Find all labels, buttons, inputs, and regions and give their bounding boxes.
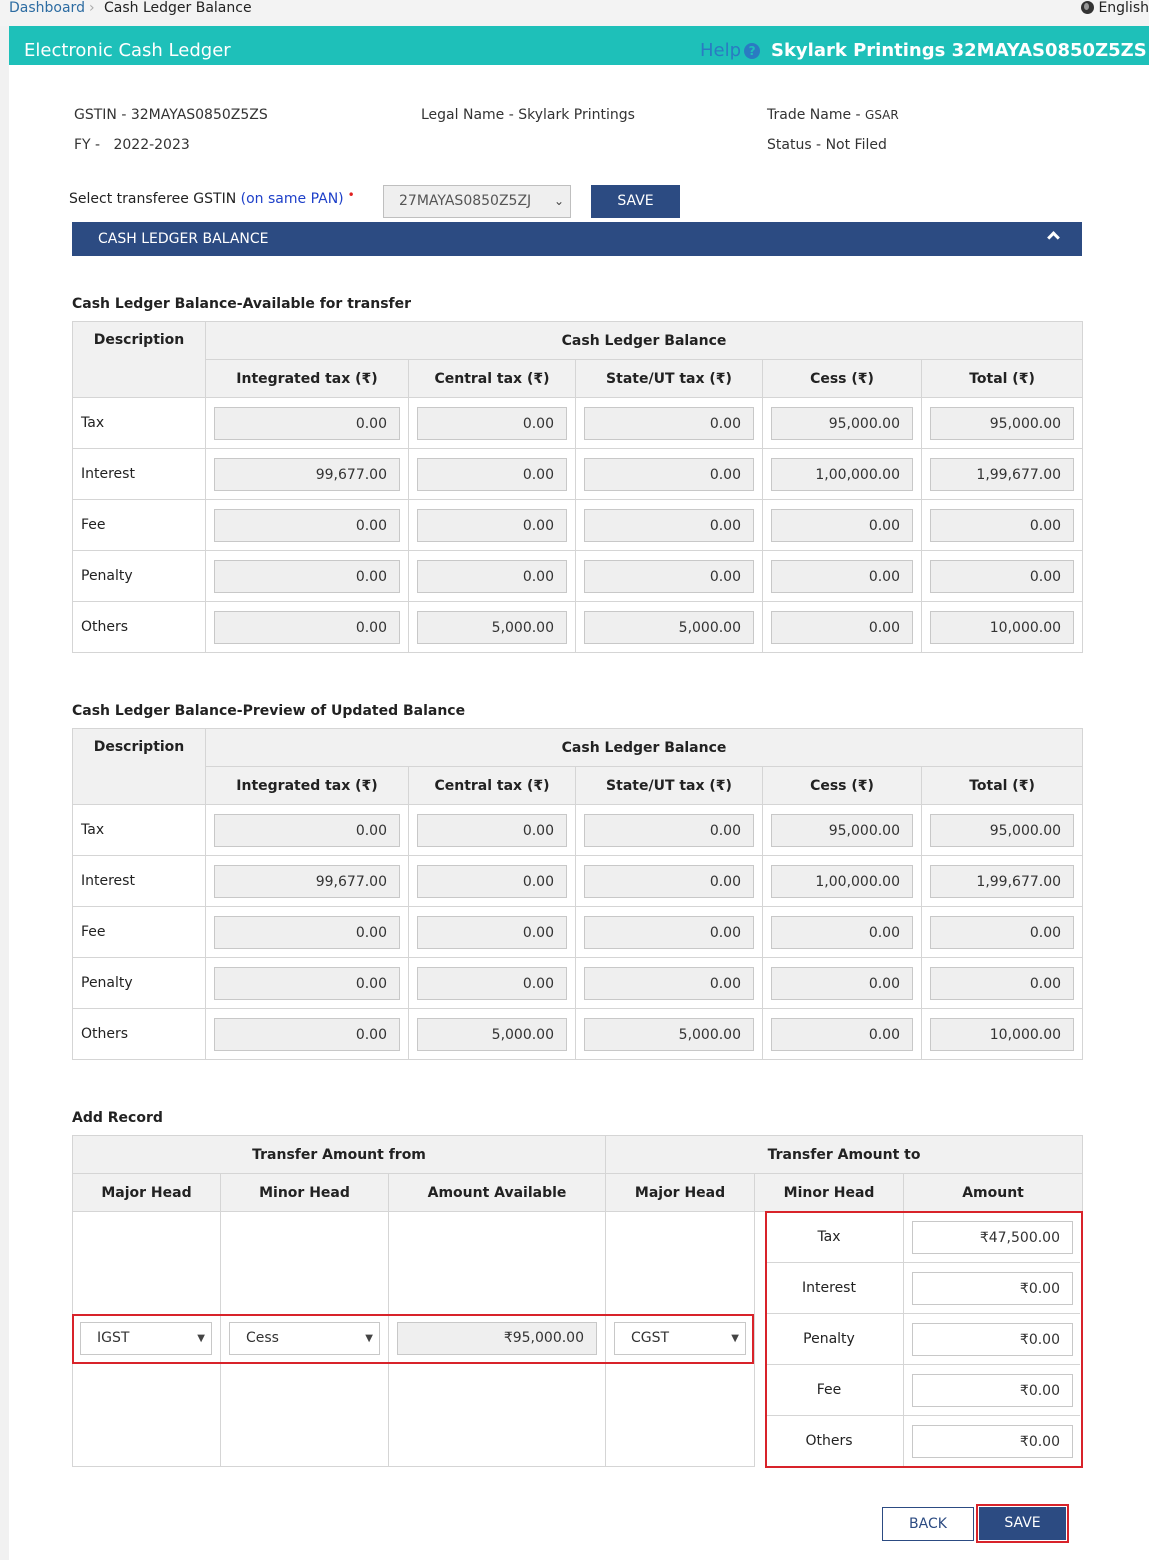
chevron-down-icon: ⌄ (553, 194, 564, 208)
company-name: Skylark Printings 32MAYAS0850Z5ZS (771, 40, 1147, 61)
to-amount-input[interactable]: ₹0.00 (912, 1323, 1073, 1356)
breadcrumb-dashboard[interactable]: Dashboard (9, 0, 85, 16)
fy-value: 2022-2023 (113, 137, 190, 153)
igst-value: 0.00 (214, 1018, 400, 1051)
fy-info (74, 137, 190, 154)
table-row (73, 500, 1083, 551)
total-value: 0.00 (930, 509, 1074, 542)
igst-value: 0.00 (214, 560, 400, 593)
cess-value: 95,000.00 (771, 407, 913, 440)
column-header: Integrated tax (₹) (206, 360, 409, 398)
column-header: Cess (₹) (763, 767, 922, 805)
igst-value: 0.00 (214, 814, 400, 847)
cgst-value: 0.00 (417, 916, 567, 949)
cgst-value: 5,000.00 (417, 1018, 567, 1051)
cgst-value: 0.00 (417, 560, 567, 593)
sgst-value: 0.00 (584, 509, 754, 542)
column-header: State/UT tax (₹) (576, 767, 763, 805)
transferee-label (69, 187, 355, 208)
column-header: Total (₹) (922, 767, 1083, 805)
trade-name-value: GSAR (865, 108, 899, 122)
language-label: English (1098, 0, 1149, 16)
amount-available-field: ₹95,000.00 (397, 1322, 597, 1355)
dropdown-arrow-icon: ▼ (365, 1333, 373, 1344)
to-minor-label: Others (805, 1433, 853, 1449)
igst-value: 99,677.00 (214, 865, 400, 898)
table-row (73, 958, 1083, 1009)
cgst-value: 5,000.00 (417, 611, 567, 644)
total-value: 95,000.00 (930, 814, 1074, 847)
ledger-group-header: Cash Ledger Balance (206, 729, 1083, 767)
from-minor-value: Cess (246, 1330, 279, 1346)
back-button[interactable]: BACK (882, 1507, 974, 1541)
sgst-value: 5,000.00 (584, 611, 754, 644)
total-value: 0.00 (930, 560, 1074, 593)
table-row (73, 805, 1083, 856)
required-marker: • (347, 188, 355, 202)
description-header: Description (73, 322, 206, 398)
row-label: Interest (73, 856, 206, 907)
globe-icon (1081, 1, 1094, 14)
sgst-value: 0.00 (584, 560, 754, 593)
to-amount-input[interactable]: ₹0.00 (912, 1272, 1073, 1305)
table-row (73, 449, 1083, 500)
to-amount-input[interactable]: ₹47,500.00 (912, 1221, 1073, 1254)
sgst-value: 0.00 (584, 458, 754, 491)
trade-name-label: Trade Name - (767, 107, 861, 123)
column-header: Integrated tax (₹) (206, 767, 409, 805)
column-header: State/UT tax (₹) (576, 360, 763, 398)
help-link[interactable] (700, 40, 760, 62)
cgst-value: 0.00 (417, 458, 567, 491)
sgst-value: 0.00 (584, 916, 754, 949)
igst-value: 0.00 (214, 611, 400, 644)
igst-value: 99,677.00 (214, 458, 400, 491)
column-header: Major Head (73, 1174, 221, 1212)
table-row (73, 551, 1083, 602)
column-header: Minor Head (755, 1174, 904, 1212)
save-button[interactable]: SAVE (979, 1507, 1066, 1540)
sgst-value: 5,000.00 (584, 1018, 754, 1051)
total-value: 1,99,677.00 (930, 458, 1074, 491)
transfer-to-header: Transfer Amount to (606, 1136, 1083, 1174)
from-major-value: IGST (97, 1330, 130, 1346)
available-section-title: Cash Ledger Balance-Available for transfer (72, 296, 412, 312)
page-title: Electronic Cash Ledger (24, 40, 231, 61)
highlight-from-row (72, 1314, 754, 1364)
total-value: 95,000.00 (930, 407, 1074, 440)
transfer-from-header: Transfer Amount from (73, 1136, 606, 1174)
column-header: Major Head (606, 1174, 755, 1212)
cgst-value: 0.00 (417, 509, 567, 542)
row-label: Tax (73, 805, 206, 856)
accordion-title: CASH LEDGER BALANCE (98, 231, 269, 247)
dropdown-arrow-icon: ▼ (731, 1333, 739, 1344)
row-label: Interest (73, 449, 206, 500)
row-label: Penalty (73, 958, 206, 1009)
help-label: Help (700, 40, 742, 61)
same-pan-note: (on same PAN) (240, 191, 344, 207)
sgst-value: 0.00 (584, 814, 754, 847)
column-header: Amount (904, 1174, 1083, 1212)
cess-value: 0.00 (771, 1018, 913, 1051)
row-label: Fee (73, 907, 206, 958)
column-header: Total (₹) (922, 360, 1083, 398)
cess-value: 0.00 (771, 560, 913, 593)
row-label: Others (73, 1009, 206, 1060)
row-label: Tax (73, 398, 206, 449)
gstin-info: GSTIN - 32MAYAS0850Z5ZS (74, 107, 268, 123)
row-label: Fee (73, 500, 206, 551)
column-header: Central tax (₹) (409, 360, 576, 398)
cess-value: 1,00,000.00 (771, 458, 913, 491)
fy-label: FY - (74, 137, 101, 153)
status-info: Status - Not Filed (767, 137, 887, 153)
total-value: 10,000.00 (930, 1018, 1074, 1051)
to-major-value: CGST (631, 1330, 670, 1346)
cgst-value: 0.00 (417, 814, 567, 847)
cess-value: 0.00 (771, 509, 913, 542)
cess-value: 1,00,000.00 (771, 865, 913, 898)
transferee-save-button[interactable]: SAVE (591, 185, 680, 218)
sgst-value: 0.00 (584, 407, 754, 440)
cess-value: 95,000.00 (771, 814, 913, 847)
cess-value: 0.00 (771, 967, 913, 1000)
transferee-label-text: Select transferee GSTIN (69, 191, 237, 207)
language-selector[interactable] (1081, 0, 1149, 17)
cash-ledger-accordion[interactable] (72, 222, 1082, 256)
transferee-gstin-select[interactable] (383, 185, 571, 218)
igst-value: 0.00 (214, 967, 400, 1000)
row-label: Others (73, 602, 206, 653)
available-table (72, 321, 1083, 653)
cgst-value: 0.00 (417, 407, 567, 440)
table-row (73, 907, 1083, 958)
column-header: Amount Available (389, 1174, 606, 1212)
igst-value: 0.00 (214, 916, 400, 949)
igst-value: 0.00 (214, 509, 400, 542)
total-value: 1,99,677.00 (930, 865, 1074, 898)
chevron-up-icon (1047, 231, 1060, 244)
to-minor-label: Tax (817, 1229, 841, 1245)
breadcrumb-separator: › (89, 0, 95, 16)
preview-section-title: Cash Ledger Balance-Preview of Updated Balance (72, 703, 466, 719)
description-header: Description (73, 729, 206, 805)
total-value: 0.00 (930, 967, 1074, 1000)
igst-value: 0.00 (214, 407, 400, 440)
trade-name-info (767, 107, 899, 124)
highlight-to-rows (765, 1211, 1083, 1468)
ledger-group-header: Cash Ledger Balance (206, 322, 1083, 360)
breadcrumb-current: Cash Ledger Balance (104, 0, 252, 16)
table-row (73, 602, 1083, 653)
column-header: Cess (₹) (763, 360, 922, 398)
row-label: Penalty (73, 551, 206, 602)
to-amount-input[interactable]: ₹0.00 (912, 1374, 1073, 1407)
dropdown-arrow-icon: ▼ (197, 1333, 205, 1344)
cess-value: 0.00 (771, 611, 913, 644)
left-edge (0, 0, 9, 1560)
cgst-value: 0.00 (417, 865, 567, 898)
total-value: 0.00 (930, 916, 1074, 949)
sgst-value: 0.00 (584, 967, 754, 1000)
to-minor-label: Interest (802, 1280, 856, 1296)
legal-name-info: Legal Name - Skylark Printings (421, 107, 635, 123)
transferee-selected: 27MAYAS0850Z5ZJ (399, 193, 532, 209)
to-amount-input[interactable]: ₹0.00 (912, 1425, 1073, 1458)
table-row (73, 1009, 1083, 1060)
table-row (73, 398, 1083, 449)
page-header (9, 26, 1149, 65)
column-header: Central tax (₹) (409, 767, 576, 805)
add-record-title: Add Record (72, 1110, 163, 1126)
to-minor-label: Penalty (803, 1331, 855, 1347)
sgst-value: 0.00 (584, 865, 754, 898)
to-minor-label: Fee (816, 1382, 842, 1398)
table-row (73, 856, 1083, 907)
total-value: 10,000.00 (930, 611, 1074, 644)
help-icon: ? (744, 43, 760, 59)
column-header: Minor Head (221, 1174, 389, 1212)
cess-value: 0.00 (771, 916, 913, 949)
preview-table (72, 728, 1083, 1060)
cgst-value: 0.00 (417, 967, 567, 1000)
